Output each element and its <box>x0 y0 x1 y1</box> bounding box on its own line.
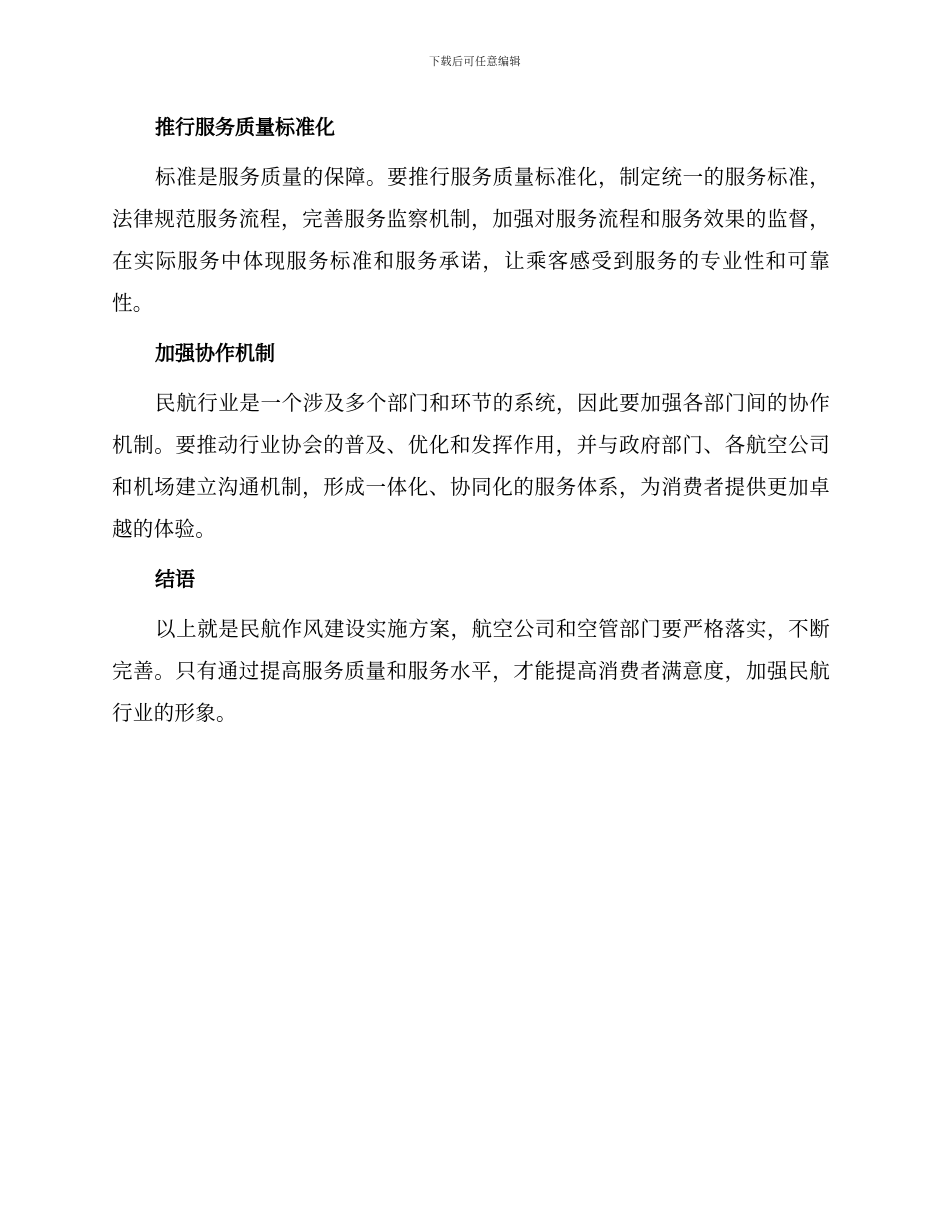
section-paragraph: 标准是服务质量的保障。要推行服务质量标准化，制定统一的服务标准，法律规范服务流程，完善服务监察机制，加强对服务流程和服务效果的监督，在实际服务中体现服务标准和服务承诺，让乘客感受到服务的专业性和可靠性。 <box>112 165 830 315</box>
section-heading: 加强协作机制 <box>155 341 275 365</box>
page-header-note: 下载后可任意编辑 <box>429 55 521 68</box>
section-paragraph: 以上就是民航作风建设实施方案，航空公司和空管部门要严格落实，不断完善。只有通过提高服务质量和服务水平，才能提高消费者满意度，加强民航行业的形象。 <box>112 617 830 725</box>
section-heading: 推行服务质量标准化 <box>155 115 335 139</box>
section-paragraph: 民航行业是一个涉及多个部门和环节的系统，因此要加强各部门间的协作机制。要推动行业协会的普及、优化和发挥作用，并与政府部门、各航空公司和机场建立沟通机制，形成一体化、协同化的服务体系，为消费者提供更加卓越的体验。 <box>112 391 830 541</box>
section-collaboration-mechanism <box>112 336 830 550</box>
section-conclusion <box>112 562 830 734</box>
section-heading: 结语 <box>155 567 195 591</box>
section-service-standardization <box>112 110 830 324</box>
document-content <box>112 110 830 734</box>
